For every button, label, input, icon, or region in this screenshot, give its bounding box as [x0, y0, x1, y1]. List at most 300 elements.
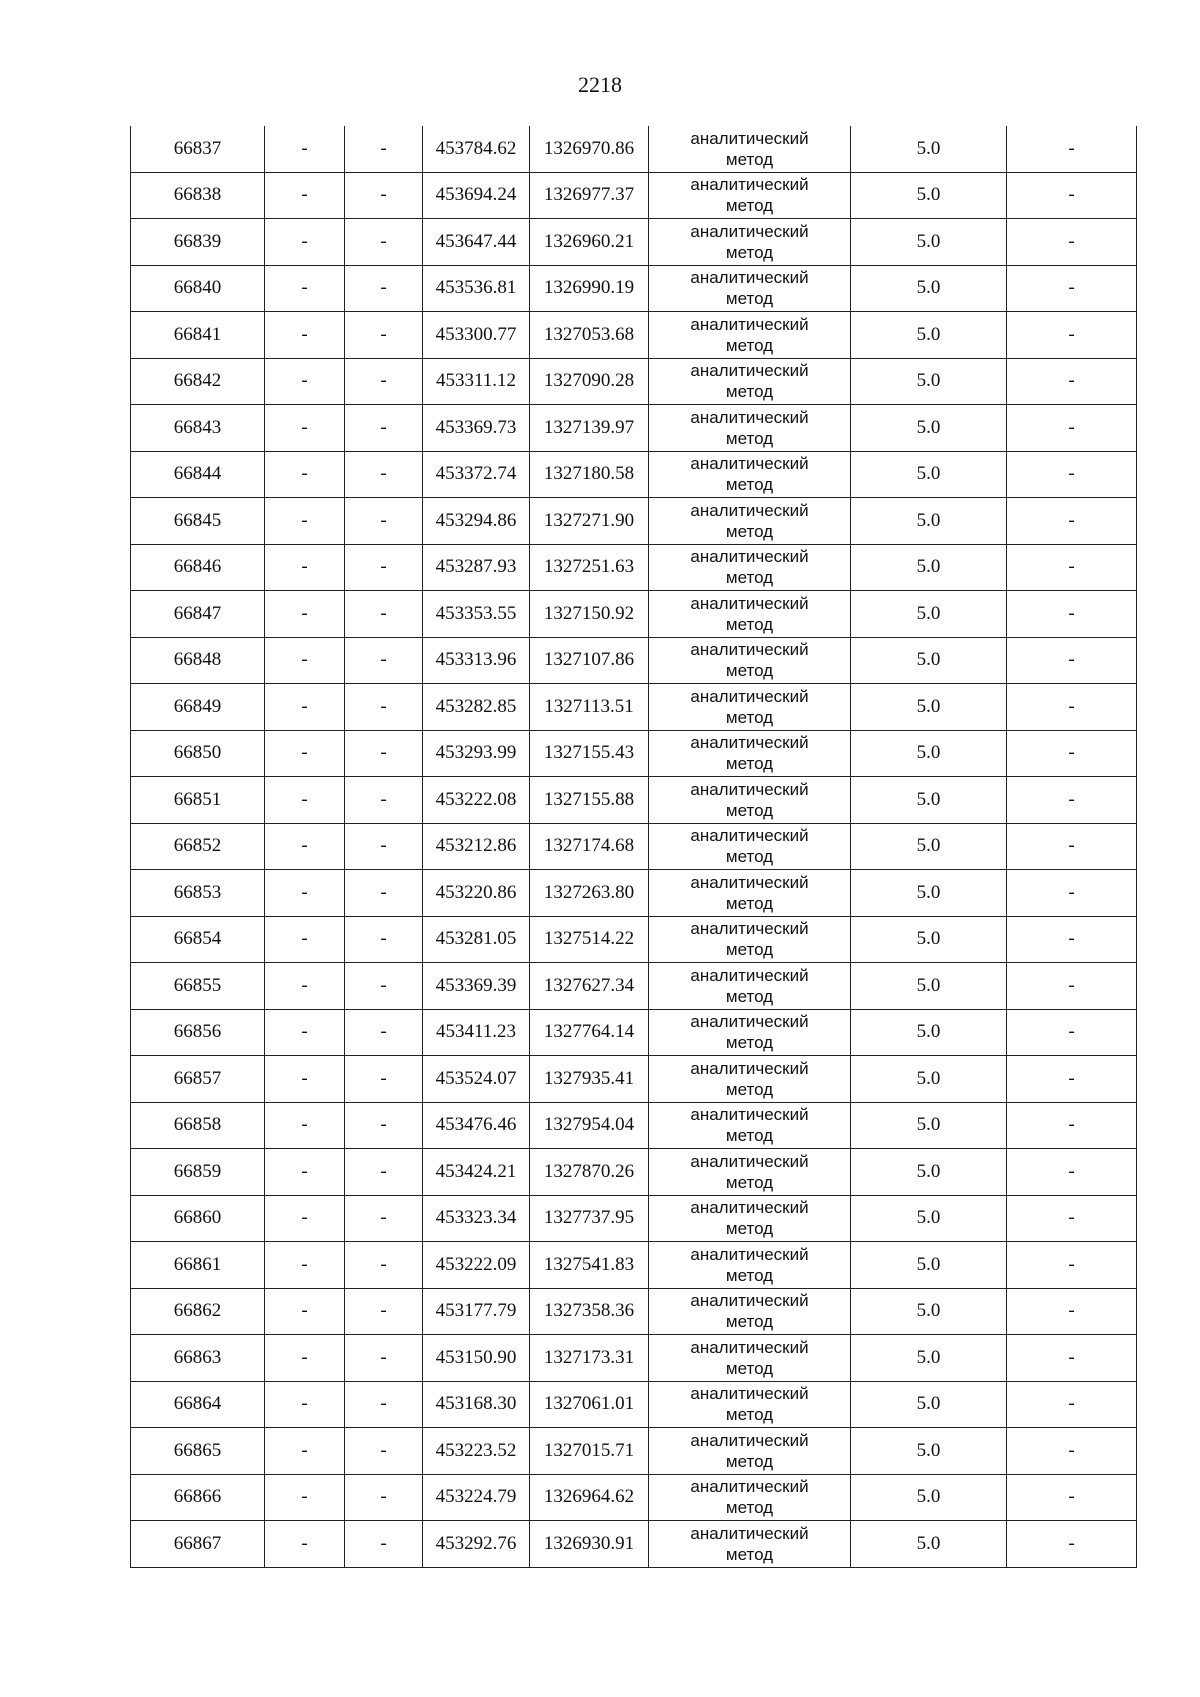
column-2-cell: -	[265, 1288, 345, 1335]
method-cell	[649, 312, 851, 359]
column-3-cell: -	[345, 1242, 423, 1289]
note-cell: -	[1007, 451, 1137, 498]
column-3-cell: -	[345, 1428, 423, 1475]
x-coordinate-cell: 453287.93	[423, 544, 530, 591]
method-line-2: метод	[725, 707, 774, 727]
column-2-cell: -	[265, 1381, 345, 1428]
method-line-2: метод	[725, 1498, 774, 1518]
method-line-1: аналитический	[690, 1058, 809, 1078]
table-row	[131, 358, 1137, 405]
y-coordinate-cell: 1327541.83	[530, 1242, 649, 1289]
table-row	[131, 591, 1137, 638]
note-cell: -	[1007, 777, 1137, 824]
column-2-cell: -	[265, 1428, 345, 1475]
table-row	[131, 684, 1137, 731]
method-line-1: аналитический	[690, 1291, 809, 1311]
accuracy-cell: 5.0	[851, 1381, 1007, 1428]
column-3-cell: -	[345, 358, 423, 405]
table-row	[131, 265, 1137, 312]
accuracy-cell: 5.0	[851, 637, 1007, 684]
method-line-2: метод	[725, 1219, 774, 1239]
table-row	[131, 730, 1137, 777]
y-coordinate-cell: 1327174.68	[530, 823, 649, 870]
method-line-2: метод	[725, 754, 774, 774]
note-cell: -	[1007, 591, 1137, 638]
method-line-2: метод	[725, 1265, 774, 1285]
accuracy-cell: 5.0	[851, 1056, 1007, 1103]
point-number-cell: 66841	[131, 312, 265, 359]
x-coordinate-cell: 453784.62	[423, 126, 530, 172]
method-cell	[649, 1288, 851, 1335]
y-coordinate-cell: 1327180.58	[530, 451, 649, 498]
column-3-cell: -	[345, 684, 423, 731]
method-line-1: аналитический	[690, 547, 809, 567]
method-line-1: аналитический	[690, 500, 809, 520]
x-coordinate-cell: 453372.74	[423, 451, 530, 498]
method-line-1: аналитический	[690, 919, 809, 939]
method-cell	[649, 591, 851, 638]
method-line-1: аналитический	[690, 268, 809, 288]
method-cell	[649, 684, 851, 731]
y-coordinate-cell: 1327015.71	[530, 1428, 649, 1475]
method-line-1: аналитический	[690, 1012, 809, 1032]
x-coordinate-cell: 453281.05	[423, 916, 530, 963]
accuracy-cell: 5.0	[851, 963, 1007, 1010]
method-line-2: метод	[725, 335, 774, 355]
column-2-cell: -	[265, 219, 345, 266]
method-line-1: аналитический	[690, 1430, 809, 1450]
accuracy-cell: 5.0	[851, 870, 1007, 917]
point-number-cell: 66867	[131, 1521, 265, 1568]
method-cell	[649, 1195, 851, 1242]
x-coordinate-cell: 453292.76	[423, 1521, 530, 1568]
y-coordinate-cell: 1327954.04	[530, 1102, 649, 1149]
x-coordinate-cell: 453313.96	[423, 637, 530, 684]
column-2-cell: -	[265, 916, 345, 963]
column-2-cell: -	[265, 1195, 345, 1242]
y-coordinate-cell: 1327113.51	[530, 684, 649, 731]
point-number-cell: 66860	[131, 1195, 265, 1242]
point-number-cell: 66852	[131, 823, 265, 870]
x-coordinate-cell: 453222.08	[423, 777, 530, 824]
column-3-cell: -	[345, 1149, 423, 1196]
method-line-2: метод	[725, 847, 774, 867]
method-line-2: метод	[725, 428, 774, 448]
column-2-cell: -	[265, 1102, 345, 1149]
y-coordinate-cell: 1326960.21	[530, 219, 649, 266]
method-line-2: метод	[725, 289, 774, 309]
accuracy-cell: 5.0	[851, 1335, 1007, 1382]
point-number-cell: 66864	[131, 1381, 265, 1428]
y-coordinate-cell: 1326930.91	[530, 1521, 649, 1568]
point-number-cell: 66845	[131, 498, 265, 545]
column-2-cell: -	[265, 1009, 345, 1056]
note-cell: -	[1007, 1009, 1137, 1056]
y-coordinate-cell: 1326977.37	[530, 172, 649, 219]
column-3-cell: -	[345, 963, 423, 1010]
method-cell	[649, 544, 851, 591]
table-row	[131, 916, 1137, 963]
column-3-cell: -	[345, 1381, 423, 1428]
table-row	[131, 1521, 1137, 1568]
accuracy-cell: 5.0	[851, 777, 1007, 824]
column-2-cell: -	[265, 1474, 345, 1521]
coordinates-table	[130, 126, 1137, 1568]
point-number-cell: 66859	[131, 1149, 265, 1196]
column-3-cell: -	[345, 1474, 423, 1521]
x-coordinate-cell: 453323.34	[423, 1195, 530, 1242]
y-coordinate-cell: 1327053.68	[530, 312, 649, 359]
point-number-cell: 66850	[131, 730, 265, 777]
y-coordinate-cell: 1327271.90	[530, 498, 649, 545]
method-line-2: метод	[725, 242, 774, 262]
method-cell	[649, 358, 851, 405]
method-cell	[649, 637, 851, 684]
point-number-cell: 66861	[131, 1242, 265, 1289]
accuracy-cell: 5.0	[851, 730, 1007, 777]
note-cell: -	[1007, 1149, 1137, 1196]
method-cell	[649, 172, 851, 219]
note-cell: -	[1007, 1381, 1137, 1428]
y-coordinate-cell: 1327155.43	[530, 730, 649, 777]
column-3-cell: -	[345, 1009, 423, 1056]
note-cell: -	[1007, 637, 1137, 684]
accuracy-cell: 5.0	[851, 312, 1007, 359]
column-2-cell: -	[265, 172, 345, 219]
method-cell	[649, 823, 851, 870]
method-line-2: метод	[725, 893, 774, 913]
method-line-1: аналитический	[690, 1105, 809, 1125]
method-cell	[649, 1149, 851, 1196]
column-3-cell: -	[345, 265, 423, 312]
note-cell: -	[1007, 916, 1137, 963]
method-cell	[649, 1474, 851, 1521]
note-cell: -	[1007, 312, 1137, 359]
y-coordinate-cell: 1327107.86	[530, 637, 649, 684]
x-coordinate-cell: 453223.52	[423, 1428, 530, 1475]
note-cell: -	[1007, 405, 1137, 452]
note-cell: -	[1007, 358, 1137, 405]
y-coordinate-cell: 1327870.26	[530, 1149, 649, 1196]
point-number-cell: 66857	[131, 1056, 265, 1103]
column-2-cell: -	[265, 265, 345, 312]
y-coordinate-cell: 1327155.88	[530, 777, 649, 824]
point-number-cell: 66847	[131, 591, 265, 638]
x-coordinate-cell: 453311.12	[423, 358, 530, 405]
method-line-1: аналитический	[690, 361, 809, 381]
method-line-2: метод	[725, 1405, 774, 1425]
column-2-cell: -	[265, 1521, 345, 1568]
method-line-1: аналитический	[690, 640, 809, 660]
x-coordinate-cell: 453353.55	[423, 591, 530, 638]
method-cell	[649, 451, 851, 498]
point-number-cell: 66851	[131, 777, 265, 824]
point-number-cell: 66863	[131, 1335, 265, 1382]
method-cell	[649, 1102, 851, 1149]
method-cell	[649, 870, 851, 917]
method-cell	[649, 1381, 851, 1428]
method-line-2: метод	[725, 475, 774, 495]
method-cell	[649, 1521, 851, 1568]
x-coordinate-cell: 453300.77	[423, 312, 530, 359]
note-cell: -	[1007, 1474, 1137, 1521]
method-cell	[649, 1428, 851, 1475]
x-coordinate-cell: 453224.79	[423, 1474, 530, 1521]
table-row	[131, 1288, 1137, 1335]
point-number-cell: 66855	[131, 963, 265, 1010]
note-cell: -	[1007, 1195, 1137, 1242]
y-coordinate-cell: 1327263.80	[530, 870, 649, 917]
column-3-cell: -	[345, 498, 423, 545]
x-coordinate-cell: 453222.09	[423, 1242, 530, 1289]
method-line-2: метод	[725, 521, 774, 541]
column-2-cell: -	[265, 358, 345, 405]
column-3-cell: -	[345, 1521, 423, 1568]
accuracy-cell: 5.0	[851, 823, 1007, 870]
method-line-1: аналитический	[690, 1337, 809, 1357]
method-cell	[649, 777, 851, 824]
table-row	[131, 1102, 1137, 1149]
x-coordinate-cell: 453476.46	[423, 1102, 530, 1149]
table-row	[131, 405, 1137, 452]
column-3-cell: -	[345, 1335, 423, 1382]
method-cell	[649, 1009, 851, 1056]
point-number-cell: 66837	[131, 126, 265, 172]
accuracy-cell: 5.0	[851, 498, 1007, 545]
accuracy-cell: 5.0	[851, 1474, 1007, 1521]
column-3-cell: -	[345, 172, 423, 219]
table-row	[131, 823, 1137, 870]
y-coordinate-cell: 1327764.14	[530, 1009, 649, 1056]
method-line-1: аналитический	[690, 593, 809, 613]
x-coordinate-cell: 453220.86	[423, 870, 530, 917]
accuracy-cell: 5.0	[851, 172, 1007, 219]
method-line-2: метод	[725, 1358, 774, 1378]
column-2-cell: -	[265, 684, 345, 731]
table-row	[131, 451, 1137, 498]
note-cell: -	[1007, 544, 1137, 591]
x-coordinate-cell: 453168.30	[423, 1381, 530, 1428]
method-line-1: аналитический	[690, 1151, 809, 1171]
table-row	[131, 126, 1137, 172]
table-row	[131, 544, 1137, 591]
column-3-cell: -	[345, 312, 423, 359]
table-row	[131, 1009, 1137, 1056]
column-2-cell: -	[265, 1242, 345, 1289]
method-line-2: метод	[725, 1033, 774, 1053]
method-line-2: метод	[725, 196, 774, 216]
accuracy-cell: 5.0	[851, 684, 1007, 731]
method-line-1: аналитический	[690, 407, 809, 427]
y-coordinate-cell: 1327251.63	[530, 544, 649, 591]
method-cell	[649, 498, 851, 545]
column-2-cell: -	[265, 1149, 345, 1196]
method-line-1: аналитический	[690, 1477, 809, 1497]
method-cell	[649, 265, 851, 312]
y-coordinate-cell: 1326990.19	[530, 265, 649, 312]
point-number-cell: 66848	[131, 637, 265, 684]
x-coordinate-cell: 453524.07	[423, 1056, 530, 1103]
note-cell: -	[1007, 870, 1137, 917]
method-line-1: аналитический	[690, 454, 809, 474]
note-cell: -	[1007, 684, 1137, 731]
column-3-cell: -	[345, 1288, 423, 1335]
column-2-cell: -	[265, 730, 345, 777]
accuracy-cell: 5.0	[851, 126, 1007, 172]
y-coordinate-cell: 1327514.22	[530, 916, 649, 963]
note-cell: -	[1007, 265, 1137, 312]
method-cell	[649, 219, 851, 266]
column-3-cell: -	[345, 1102, 423, 1149]
table-row	[131, 1335, 1137, 1382]
column-3-cell: -	[345, 544, 423, 591]
method-line-2: метод	[725, 1312, 774, 1332]
method-line-1: аналитический	[690, 779, 809, 799]
y-coordinate-cell: 1327935.41	[530, 1056, 649, 1103]
column-3-cell: -	[345, 126, 423, 172]
note-cell: -	[1007, 1288, 1137, 1335]
point-number-cell: 66843	[131, 405, 265, 452]
y-coordinate-cell: 1326964.62	[530, 1474, 649, 1521]
accuracy-cell: 5.0	[851, 544, 1007, 591]
column-2-cell: -	[265, 591, 345, 638]
table-row	[131, 1195, 1137, 1242]
method-line-2: метод	[725, 661, 774, 681]
x-coordinate-cell: 453282.85	[423, 684, 530, 731]
note-cell: -	[1007, 963, 1137, 1010]
column-2-cell: -	[265, 544, 345, 591]
y-coordinate-cell: 1327061.01	[530, 1381, 649, 1428]
method-line-1: аналитический	[690, 965, 809, 985]
column-3-cell: -	[345, 730, 423, 777]
table-row	[131, 963, 1137, 1010]
column-2-cell: -	[265, 312, 345, 359]
y-coordinate-cell: 1327150.92	[530, 591, 649, 638]
note-cell: -	[1007, 126, 1137, 172]
method-line-1: аналитический	[690, 221, 809, 241]
method-line-2: метод	[725, 1126, 774, 1146]
x-coordinate-cell: 453424.21	[423, 1149, 530, 1196]
column-2-cell: -	[265, 963, 345, 1010]
table-row	[131, 870, 1137, 917]
column-3-cell: -	[345, 591, 423, 638]
accuracy-cell: 5.0	[851, 1102, 1007, 1149]
accuracy-cell: 5.0	[851, 1009, 1007, 1056]
accuracy-cell: 5.0	[851, 591, 1007, 638]
y-coordinate-cell: 1327139.97	[530, 405, 649, 452]
method-line-1: аналитический	[690, 175, 809, 195]
table-row	[131, 312, 1137, 359]
point-number-cell: 66853	[131, 870, 265, 917]
point-number-cell: 66846	[131, 544, 265, 591]
method-line-2: метод	[725, 1451, 774, 1471]
accuracy-cell: 5.0	[851, 1428, 1007, 1475]
column-2-cell: -	[265, 405, 345, 452]
accuracy-cell: 5.0	[851, 1242, 1007, 1289]
note-cell: -	[1007, 823, 1137, 870]
point-number-cell: 66844	[131, 451, 265, 498]
table-row	[131, 1428, 1137, 1475]
accuracy-cell: 5.0	[851, 451, 1007, 498]
page-number: 2218	[578, 72, 622, 97]
method-line-2: метод	[725, 1544, 774, 1564]
method-line-1: аналитический	[690, 872, 809, 892]
method-line-1: аналитический	[690, 1384, 809, 1404]
column-3-cell: -	[345, 777, 423, 824]
method-cell	[649, 730, 851, 777]
method-line-1: аналитический	[690, 1244, 809, 1264]
x-coordinate-cell: 453536.81	[423, 265, 530, 312]
column-2-cell: -	[265, 498, 345, 545]
table-row	[131, 498, 1137, 545]
x-coordinate-cell: 453212.86	[423, 823, 530, 870]
note-cell: -	[1007, 219, 1137, 266]
accuracy-cell: 5.0	[851, 916, 1007, 963]
method-cell	[649, 1335, 851, 1382]
method-line-2: метод	[725, 382, 774, 402]
method-cell	[649, 126, 851, 172]
column-2-cell: -	[265, 870, 345, 917]
column-2-cell: -	[265, 823, 345, 870]
method-line-2: метод	[725, 1172, 774, 1192]
table-row	[131, 1056, 1137, 1103]
method-line-1: аналитический	[690, 826, 809, 846]
method-line-1: аналитический	[690, 1523, 809, 1543]
column-3-cell: -	[345, 1195, 423, 1242]
column-2-cell: -	[265, 451, 345, 498]
column-2-cell: -	[265, 637, 345, 684]
point-number-cell: 66839	[131, 219, 265, 266]
table-row	[131, 219, 1137, 266]
method-line-2: метод	[725, 568, 774, 588]
method-line-1: аналитический	[690, 314, 809, 334]
point-number-cell: 66854	[131, 916, 265, 963]
note-cell: -	[1007, 1335, 1137, 1382]
method-cell	[649, 963, 851, 1010]
method-cell	[649, 1056, 851, 1103]
x-coordinate-cell: 453294.86	[423, 498, 530, 545]
method-cell	[649, 916, 851, 963]
method-cell	[649, 1242, 851, 1289]
table-body	[131, 126, 1137, 1567]
point-number-cell: 66866	[131, 1474, 265, 1521]
x-coordinate-cell: 453369.73	[423, 405, 530, 452]
table-row	[131, 1149, 1137, 1196]
accuracy-cell: 5.0	[851, 1521, 1007, 1568]
table-row	[131, 1242, 1137, 1289]
column-3-cell: -	[345, 405, 423, 452]
y-coordinate-cell: 1327173.31	[530, 1335, 649, 1382]
note-cell: -	[1007, 1056, 1137, 1103]
table-row	[131, 1381, 1137, 1428]
method-line-2: метод	[725, 149, 774, 169]
y-coordinate-cell: 1327737.95	[530, 1195, 649, 1242]
x-coordinate-cell: 453411.23	[423, 1009, 530, 1056]
column-3-cell: -	[345, 870, 423, 917]
point-number-cell: 66838	[131, 172, 265, 219]
method-line-1: аналитический	[690, 686, 809, 706]
accuracy-cell: 5.0	[851, 1288, 1007, 1335]
table-row	[131, 777, 1137, 824]
table-row	[131, 172, 1137, 219]
method-line-1: аналитический	[690, 1198, 809, 1218]
method-line-1: аналитический	[690, 733, 809, 753]
method-line-2: метод	[725, 940, 774, 960]
accuracy-cell: 5.0	[851, 265, 1007, 312]
note-cell: -	[1007, 1242, 1137, 1289]
method-line-2: метод	[725, 1079, 774, 1099]
x-coordinate-cell: 453369.39	[423, 963, 530, 1010]
